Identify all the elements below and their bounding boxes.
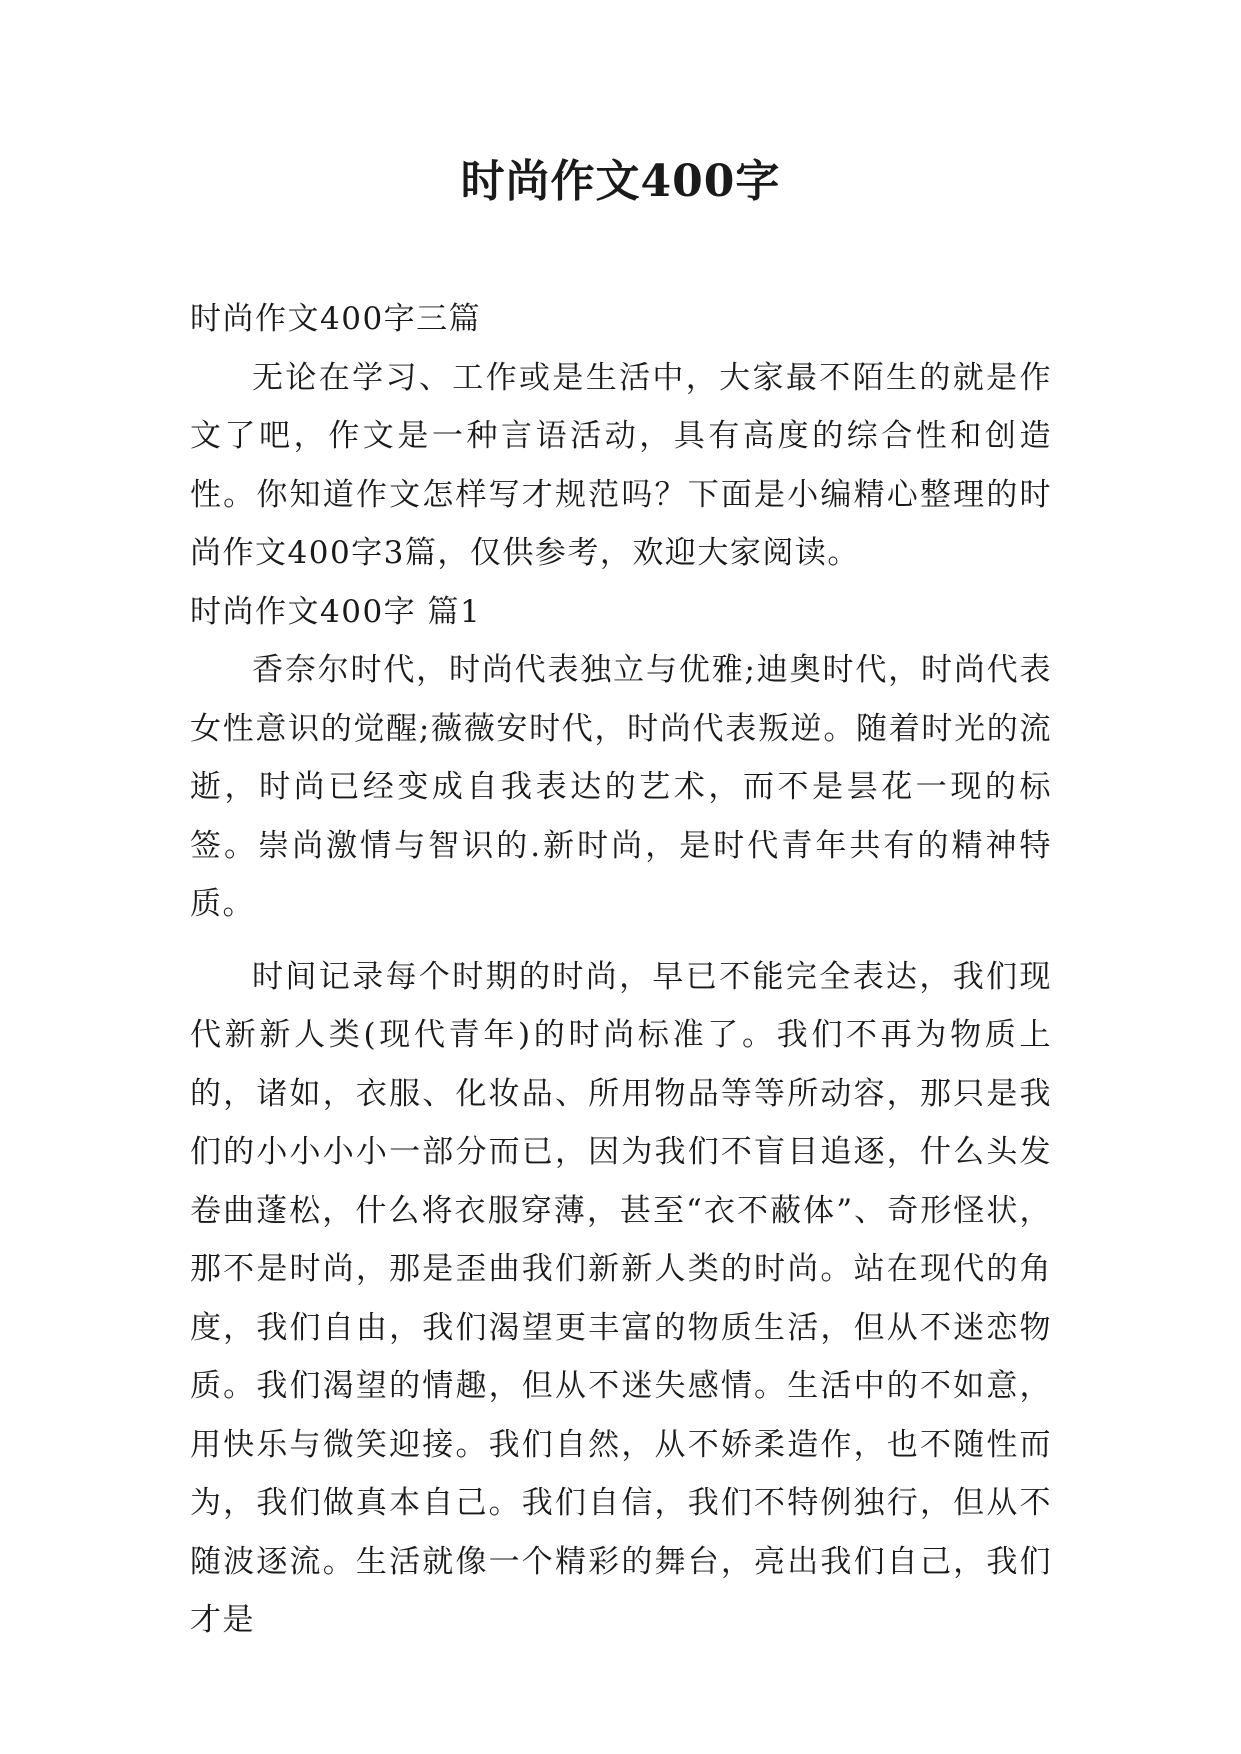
body-paragraph: 时间记录每个时期的时尚，早已不能完全表达，我们现代新新人类(现代青年)的时尚标准了。我们不再为物质上的，诸如，衣服、化妆品、所用物品等等所动容，那只是我们的小小小小一部分而已，因为我们不盲目追逐，什么头发卷曲蓬松，什么将衣服穿薄，甚至“衣不蔽体”、奇形怪状，那不是时尚，那是歪曲我们新新人类的时尚。站在现代的角度，我们自由，我们渴望更丰富的物质生活，但从不迷恋物质。我们渴望的情趣，但从不迷失感情。生活中的不如意，用快乐与微笑迎接。我们自然，从不娇柔造作，也不随性而为，我们做真本自己。我们自信，我们不特例独行，但从不随波逐流。生活就像一个精彩的舞台，亮出我们自己，我们才是 [190,958,1052,1638]
document-body [190,290,1052,1650]
body-paragraph: 香奈尔时代，时尚代表独立与优雅;迪奥时代，时尚代表女性意识的觉醒;薇薇安时代，时尚代表叛逆。随着时光的流逝，时尚已经变成自我表达的艺术，而不是昙花一现的标签。崇尚激情与智识的.新时尚，是时代青年共有的精神特质。 [190,652,1052,922]
document-title: 时尚作文400字 [460,156,781,207]
section-heading: 时尚作文400字 篇1 [190,593,482,630]
intro-paragraph: 无论在学习、工作或是生活中，大家最不陌生的就是作文了吧，作文是一种言语活动，具有高度的综合性和创造性。你知道作文怎样写才规范吗？下面是小编精心整理的时尚作文400字3篇，仅供参考，欢迎大家阅读。 [190,359,1052,571]
document-subtitle: 时尚作文400字三篇 [190,301,482,337]
